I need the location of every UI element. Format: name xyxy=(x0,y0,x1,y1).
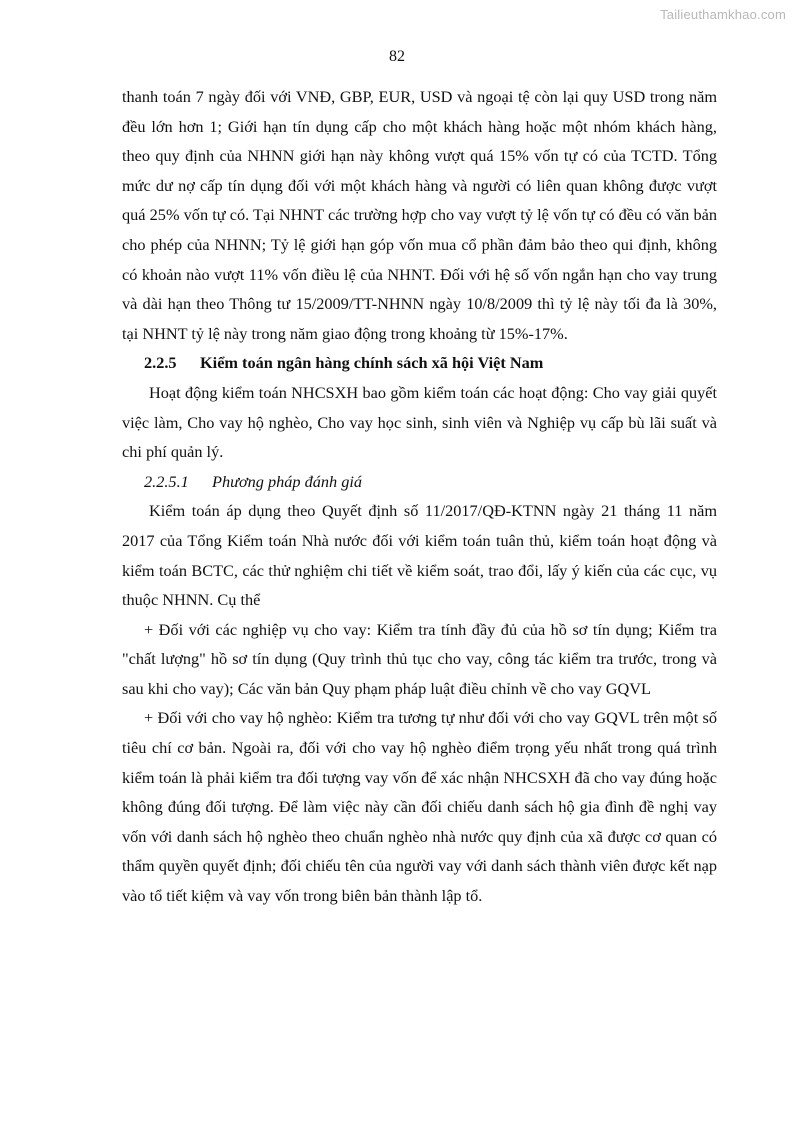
paragraph-poor-household-loans: + Đối với cho vay hộ nghèo: Kiểm tra tương tự như đối với cho vay GQVL trên một số tiêu chí cơ bản. Ngoài ra, đối với cho vay hộ nghèo điểm trọng yếu nhất trong quá trình kiểm toán là phải kiểm tra đối tượng vay vốn để xác nhận NHCSXH đã cho vay đúng hoặc không đúng đối tượng. Để làm việc này cần đối chiếu danh sách hộ gia đình đề nghị vay vốn với danh sách hộ nghèo theo chuẩn nghèo nhà nước quy định của xã được cơ quan có thẩm quyền quyết định; đối chiếu tên của người vay với danh sách thành viên được kết nạp vào tổ tiết kiệm và vay vốn trong biên bản thành lập tổ. xyxy=(122,708,717,906)
section-title: Kiểm toán ngân hàng chính sách xã hội Việt Nam xyxy=(200,353,544,373)
page-number: 82 xyxy=(389,48,405,65)
watermark: Tailieuthamkhao.com xyxy=(660,7,786,22)
paragraph-capital-ratios: thanh toán 7 ngày đối với VNĐ, GBP, EUR, USD và ngoại tệ còn lại quy USD trong năm đều lớn hơn 1; Giới hạn tín dụng cấp cho một khách hàng hoặc một nhóm khách hàng, theo quy định của NHNN giới hạn này không vượt quá 15% vốn tự có của TCTD. Tổng mức dư nợ cấp tín dụng đối với một khách hàng và người có liên quan không được vượt quá 25% vốn tự có. Tại NHNT các trường hợp cho vay vượt tỷ lệ vốn tự có đều có văn bản cho phép của NHNN; Tỷ lệ giới hạn góp vốn mua cổ phần đảm bảo theo qui định, không có khoản nào vượt 11% vốn điều lệ của NHNT. Đối với hệ số vốn ngắn hạn cho vay trung và dài hạn theo Thông tư 15/2009/TT-NHNN ngày 10/8/2009 thì tỷ lệ này tối đa là 30%, tại NHNT tỷ lệ này trong năm giao động trong khoảng từ 15%-17%. xyxy=(122,87,717,343)
document-body xyxy=(122,82,717,911)
subsection-title: Phương pháp đánh giá xyxy=(212,471,363,491)
subsection-heading xyxy=(122,467,717,497)
subsection-number: 2.2.5.1 xyxy=(144,471,189,491)
section-heading xyxy=(122,348,717,378)
paragraph-audit-method: Kiểm toán áp dụng theo Quyết định số 11/2017/QĐ-KTNN ngày 21 tháng 11 năm 2017 của Tổng Kiểm toán Nhà nước đối với kiểm toán tuân thủ, kiểm toán hoạt động và kiểm toán BCTC, các thử nghiệm chi tiết về kiểm soát, trao đổi, lấy ý kiến của các cục, vụ thuộc NHNN. Cụ thể xyxy=(122,501,717,610)
paragraph-loan-operations: + Đối với các nghiệp vụ cho vay: Kiểm tra tính đầy đủ của hồ sơ tín dụng; Kiểm tra "chất lượng" hồ sơ tín dụng (Quy trình thủ tục cho vay, công tác kiểm tra trước, trong và sau khi cho vay); Các văn bản Quy phạm pháp luật điều chỉnh về cho vay GQVL xyxy=(122,619,717,698)
paragraph-audit-scope: Hoạt động kiểm toán NHCSXH bao gồm kiểm toán các hoạt động: Cho vay giải quyết việc làm, Cho vay hộ nghèo, Cho vay học sinh, sinh viên và Nghiệp vụ cấp bù lãi suất và chi phí quản lý. xyxy=(122,382,717,462)
section-number: 2.2.5 xyxy=(144,353,177,373)
